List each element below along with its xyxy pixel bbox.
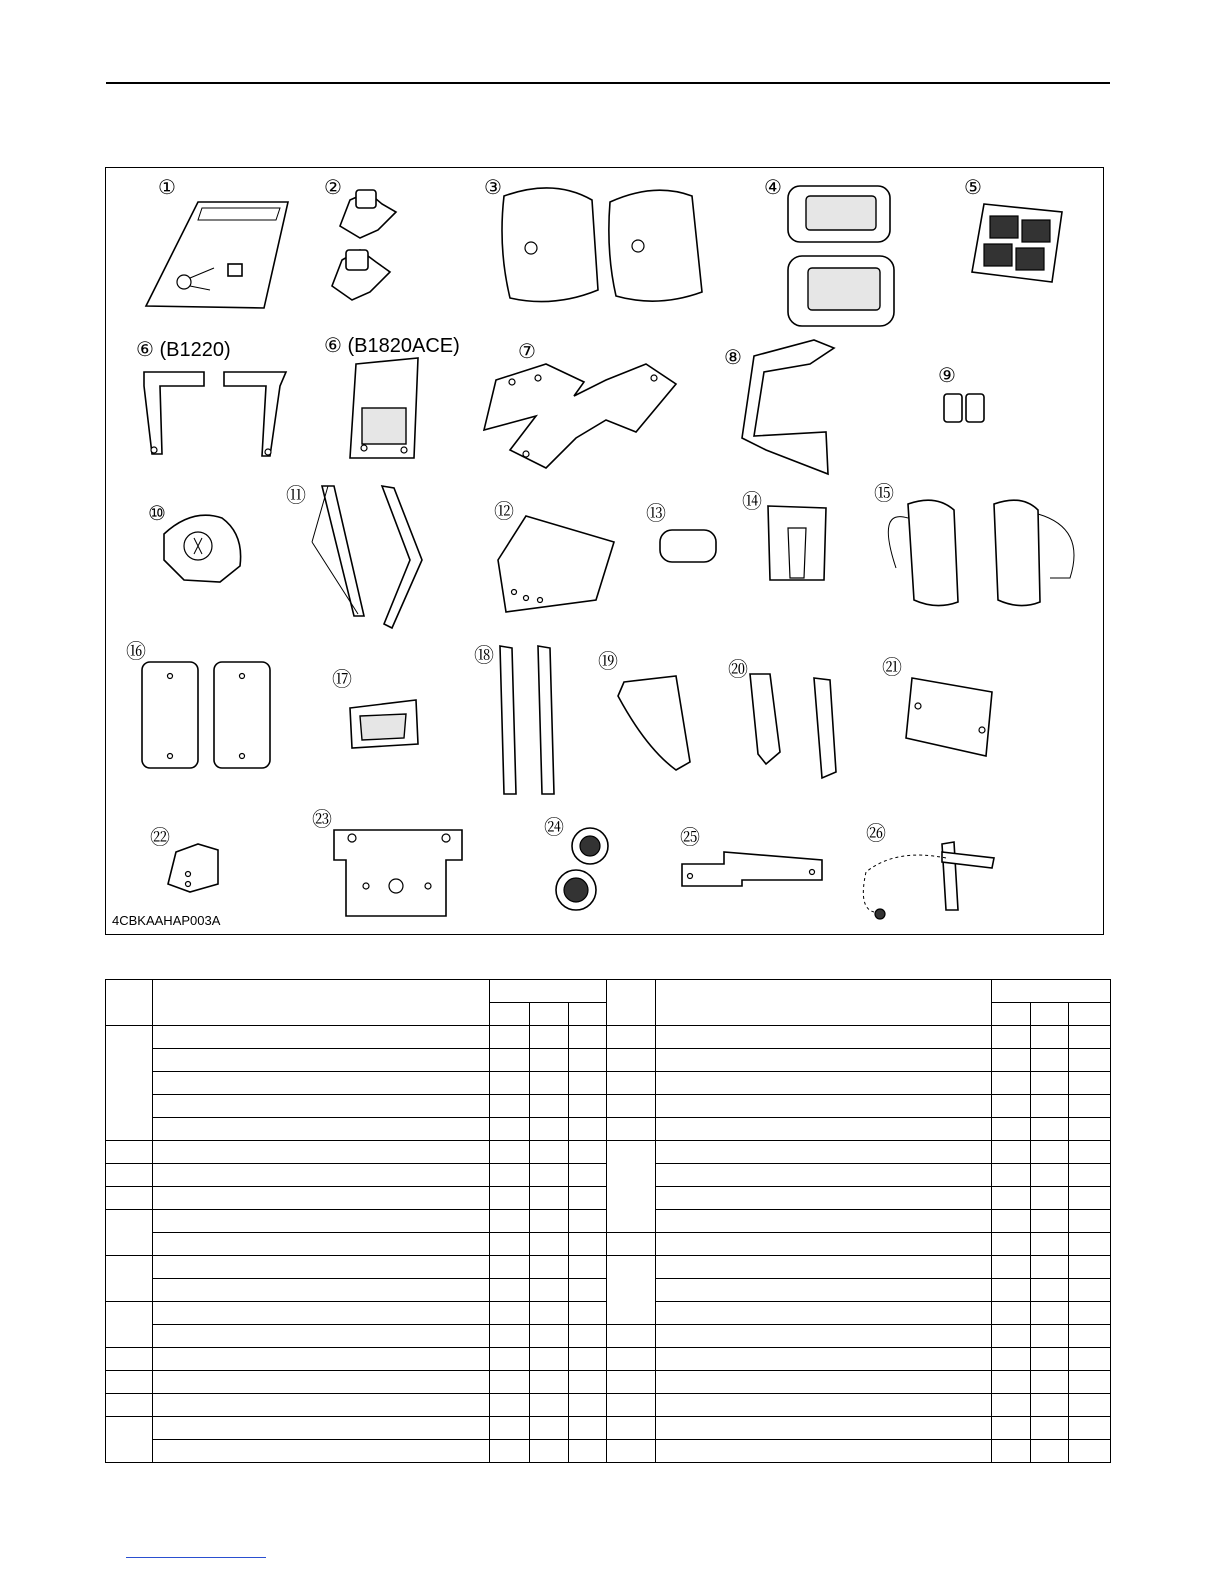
table-cell <box>153 1118 490 1141</box>
table-cell <box>569 1279 607 1302</box>
table-cell <box>607 980 656 1026</box>
table-cell <box>569 1164 607 1187</box>
part-23-mount-plate <box>334 830 462 916</box>
table-cell <box>569 1325 607 1348</box>
part-10-center-cap <box>164 515 241 582</box>
table-cell <box>153 1279 490 1302</box>
part-11-frames <box>312 486 422 628</box>
table-cell <box>656 1233 992 1256</box>
table-cell <box>1069 1279 1111 1302</box>
table-row <box>106 1026 1111 1049</box>
table-cell <box>992 1256 1031 1279</box>
table-cell <box>569 1026 607 1049</box>
table-row <box>106 980 1111 1003</box>
table-cell <box>153 1302 490 1325</box>
table-row <box>106 1072 1111 1095</box>
table-cell <box>530 1233 569 1256</box>
table-cell <box>569 1348 607 1371</box>
part-26-pin-with-chain <box>863 842 994 919</box>
table-cell <box>490 1026 530 1049</box>
table-cell <box>490 1072 530 1095</box>
table-cell <box>490 1118 530 1141</box>
table-cell <box>490 1302 530 1325</box>
table-cell <box>1069 1026 1111 1049</box>
table-cell <box>490 1440 530 1463</box>
table-cell <box>992 1440 1031 1463</box>
table-row <box>106 1049 1111 1072</box>
table-cell <box>569 1371 607 1394</box>
table-cell <box>153 1187 490 1210</box>
part-9-pads <box>944 394 984 422</box>
table-cell <box>1069 1164 1111 1187</box>
table-cell <box>490 1279 530 1302</box>
table-cell <box>153 980 490 1026</box>
table-cell <box>106 1348 153 1371</box>
label-1: ① <box>158 175 176 199</box>
table-cell <box>1031 1072 1069 1095</box>
label-15: ⑮ <box>874 481 894 505</box>
table-cell <box>530 1164 569 1187</box>
table-cell <box>992 1049 1031 1072</box>
table-row <box>106 1118 1111 1141</box>
table-cell <box>569 1394 607 1417</box>
label-21: ㉑ <box>882 655 902 679</box>
table-cell <box>530 1095 569 1118</box>
table-cell <box>992 1348 1031 1371</box>
table-cell <box>1031 1325 1069 1348</box>
table-cell <box>656 1095 992 1118</box>
table-cell <box>1069 1417 1111 1440</box>
table-cell <box>106 1026 153 1141</box>
table-row <box>106 1141 1111 1164</box>
table-cell <box>569 1141 607 1164</box>
table-row <box>106 1440 1111 1463</box>
table-cell <box>153 1233 490 1256</box>
table-cell <box>656 1164 992 1187</box>
table-cell <box>1069 1210 1111 1233</box>
table-row <box>106 1417 1111 1440</box>
table-cell <box>569 1233 607 1256</box>
part-20-angle-brackets <box>750 674 836 778</box>
part-19-curved-bracket <box>618 676 690 770</box>
table-cell <box>1069 1302 1111 1325</box>
label-2: ② <box>324 175 342 199</box>
table-cell <box>607 1348 656 1371</box>
table-cell <box>153 1371 490 1394</box>
table-cell <box>530 1187 569 1210</box>
label-26: ㉖ <box>866 821 886 845</box>
table-cell <box>1031 1003 1069 1026</box>
table-cell <box>656 1440 992 1463</box>
table-cell <box>656 1279 992 1302</box>
table-row <box>106 1325 1111 1348</box>
table-cell <box>530 1279 569 1302</box>
table-cell <box>569 1003 607 1026</box>
label-20: ⑳ <box>728 657 748 681</box>
part-2-knobs <box>332 190 396 300</box>
table-cell <box>607 1371 656 1394</box>
table-cell <box>490 1371 530 1394</box>
table-cell <box>530 1348 569 1371</box>
table-cell <box>530 1141 569 1164</box>
table-cell <box>607 1233 656 1256</box>
table-cell <box>992 980 1111 1003</box>
figure-code: 4CBKAAHAP003A <box>112 913 221 928</box>
table-row <box>106 1371 1111 1394</box>
table-cell <box>1069 1371 1111 1394</box>
table-cell <box>656 1141 992 1164</box>
label-18: ⑱ <box>474 643 494 667</box>
table-cell <box>1031 1256 1069 1279</box>
table-cell <box>106 1164 153 1187</box>
table-cell <box>1031 1210 1069 1233</box>
label-19: ⑲ <box>598 649 618 673</box>
table-cell <box>569 1072 607 1095</box>
label-6-b1820ace: ⑥ (B1820ACE) <box>324 335 460 357</box>
table-row <box>106 1348 1111 1371</box>
table-cell <box>992 1003 1031 1026</box>
table-cell <box>153 1440 490 1463</box>
table-cell <box>490 1348 530 1371</box>
part-18-rails <box>500 646 554 794</box>
part-3-covers <box>502 188 702 302</box>
table-cell <box>153 1394 490 1417</box>
table-cell <box>153 1072 490 1095</box>
table-cell <box>153 1210 490 1233</box>
label-3: ③ <box>484 175 502 199</box>
label-22: ㉒ <box>150 825 170 849</box>
table-cell <box>1031 1417 1069 1440</box>
part-8-bent-cover <box>742 340 834 474</box>
table-cell <box>106 1187 153 1210</box>
table-cell <box>992 1187 1031 1210</box>
label-9: ⑨ <box>938 363 956 387</box>
table-cell <box>1069 1118 1111 1141</box>
table-cell <box>1031 1440 1069 1463</box>
table-cell <box>106 1256 153 1302</box>
table-cell <box>1031 1371 1069 1394</box>
table-cell <box>530 1417 569 1440</box>
table-cell <box>530 1302 569 1325</box>
parts-table <box>105 979 1111 1463</box>
label-11: ⑪ <box>286 483 306 507</box>
table-cell <box>656 1371 992 1394</box>
table-cell <box>656 1187 992 1210</box>
table-cell <box>1069 1348 1111 1371</box>
table-cell <box>607 1141 656 1233</box>
part-7-mount-bracket <box>484 364 676 468</box>
table-cell <box>1069 1003 1111 1026</box>
table-cell <box>656 1072 992 1095</box>
table-cell <box>569 1118 607 1141</box>
table-cell <box>153 1348 490 1371</box>
table-cell <box>1069 1095 1111 1118</box>
label-23: ㉓ <box>312 807 332 831</box>
table-cell <box>1031 1302 1069 1325</box>
table-cell <box>1031 1348 1069 1371</box>
table-cell <box>607 1417 656 1440</box>
table-cell <box>992 1095 1031 1118</box>
table-cell <box>1031 1049 1069 1072</box>
table-cell <box>656 1026 992 1049</box>
table-cell <box>1069 1440 1111 1463</box>
table-cell <box>1069 1325 1111 1348</box>
table-cell <box>569 1440 607 1463</box>
table-cell <box>607 1118 656 1141</box>
table-cell <box>106 1417 153 1463</box>
table-cell <box>1069 1394 1111 1417</box>
table-cell <box>530 1440 569 1463</box>
table-cell <box>656 1118 992 1141</box>
part-12-plate <box>498 516 614 612</box>
table-cell <box>1069 1049 1111 1072</box>
table-cell <box>106 1141 153 1164</box>
table-cell <box>569 1049 607 1072</box>
table-cell <box>530 1118 569 1141</box>
label-17: ⑰ <box>332 667 352 691</box>
part-16-plates <box>142 662 270 768</box>
footer-link-underline <box>126 1557 266 1558</box>
table-cell <box>490 1003 530 1026</box>
part-13-decal <box>660 530 716 562</box>
table-cell <box>1031 1164 1069 1187</box>
table-cell <box>106 1302 153 1348</box>
table-cell <box>530 1003 569 1026</box>
table-cell <box>607 1072 656 1095</box>
table-row <box>106 1095 1111 1118</box>
table-cell <box>607 1026 656 1049</box>
table-cell <box>992 1417 1031 1440</box>
table-cell <box>530 1026 569 1049</box>
table-cell <box>992 1325 1031 1348</box>
table-cell <box>992 1118 1031 1141</box>
table-cell <box>569 1187 607 1210</box>
table-cell <box>490 980 607 1003</box>
table-cell <box>490 1417 530 1440</box>
header-rule <box>106 82 1110 84</box>
table-cell <box>490 1325 530 1348</box>
part-21-flat-plate <box>906 678 992 756</box>
label-4: ④ <box>764 175 782 199</box>
table-cell <box>1031 1187 1069 1210</box>
label-12: ⑫ <box>494 499 514 523</box>
table-cell <box>656 1049 992 1072</box>
label-10: ⑩ <box>148 501 166 525</box>
table-cell <box>490 1210 530 1233</box>
table-cell <box>1031 1118 1069 1141</box>
table-cell <box>1031 1095 1069 1118</box>
table-cell <box>1031 1233 1069 1256</box>
table-cell <box>656 1210 992 1233</box>
table-cell <box>992 1302 1031 1325</box>
table-cell <box>607 1049 656 1072</box>
part-14-slotted-plate <box>768 506 826 580</box>
label-6-b1220: ⑥ (B1220) <box>136 339 231 361</box>
table-cell <box>1069 1233 1111 1256</box>
table-cell <box>153 1164 490 1187</box>
table-cell <box>490 1394 530 1417</box>
table-cell <box>490 1095 530 1118</box>
table-cell <box>490 1256 530 1279</box>
table-cell <box>530 1394 569 1417</box>
table-cell <box>153 1141 490 1164</box>
table-cell <box>656 1394 992 1417</box>
table-cell <box>992 1394 1031 1417</box>
table-cell <box>607 1325 656 1348</box>
table-cell <box>530 1325 569 1348</box>
table-cell <box>530 1371 569 1394</box>
table-cell <box>153 1256 490 1279</box>
table-cell <box>656 1302 992 1325</box>
table-cell <box>106 1371 153 1394</box>
table-cell <box>607 1394 656 1417</box>
part-5-reflectors <box>972 204 1062 282</box>
table-cell <box>153 1026 490 1049</box>
table-cell <box>1031 1394 1069 1417</box>
part-24-caps <box>556 828 608 910</box>
table-cell <box>992 1141 1031 1164</box>
table-cell <box>656 1325 992 1348</box>
table-cell <box>530 1072 569 1095</box>
table-cell <box>530 1210 569 1233</box>
table-cell <box>153 1095 490 1118</box>
table-cell <box>490 1233 530 1256</box>
table-cell <box>153 1049 490 1072</box>
table-row <box>106 1394 1111 1417</box>
label-24: ㉔ <box>544 815 564 839</box>
table-cell <box>530 1049 569 1072</box>
table-cell <box>153 1417 490 1440</box>
table-cell <box>569 1417 607 1440</box>
table-cell <box>490 1164 530 1187</box>
label-7: ⑦ <box>518 339 536 363</box>
table-cell <box>1069 1256 1111 1279</box>
parts-illustration <box>105 167 1104 935</box>
part-15-lamps <box>888 500 1074 605</box>
part-6-brackets-b1220 <box>144 372 286 456</box>
table-cell <box>656 980 992 1026</box>
table-cell <box>992 1210 1031 1233</box>
table-cell <box>992 1072 1031 1095</box>
table-cell <box>106 980 153 1026</box>
part-25-bar-bracket <box>682 852 822 886</box>
label-13: ⑬ <box>646 501 666 525</box>
part-17-wrapped-bag <box>350 700 418 748</box>
table-cell <box>992 1164 1031 1187</box>
table-cell <box>1069 1072 1111 1095</box>
table-cell <box>1031 1279 1069 1302</box>
table-cell <box>106 1210 153 1256</box>
table-cell <box>656 1348 992 1371</box>
table-cell <box>607 1095 656 1118</box>
table-cell <box>490 1187 530 1210</box>
table-cell <box>607 1440 656 1463</box>
label-16: ⑯ <box>126 639 146 663</box>
table-row <box>106 1256 1111 1279</box>
table-cell <box>569 1302 607 1325</box>
part-1-bag-with-keys <box>146 202 288 308</box>
table-cell <box>1031 1141 1069 1164</box>
label-25: ㉕ <box>680 825 700 849</box>
table-cell <box>106 1394 153 1417</box>
table-cell <box>569 1256 607 1279</box>
table-cell <box>992 1233 1031 1256</box>
table-cell <box>992 1371 1031 1394</box>
label-8: ⑧ <box>724 345 742 369</box>
table-row <box>106 1233 1111 1256</box>
table-cell <box>1031 1026 1069 1049</box>
table-cell <box>656 1256 992 1279</box>
label-5: ⑤ <box>964 175 982 199</box>
table-cell <box>490 1141 530 1164</box>
table-cell <box>992 1026 1031 1049</box>
table-cell <box>569 1210 607 1233</box>
table-cell <box>1069 1141 1111 1164</box>
table-cell <box>153 1325 490 1348</box>
table-cell <box>607 1256 656 1325</box>
table-cell <box>992 1279 1031 1302</box>
table-cell <box>530 1256 569 1279</box>
part-22-small-angle <box>168 844 218 892</box>
part-6-plate-b1820ace <box>350 358 418 458</box>
part-4-lamp-housings <box>788 186 894 326</box>
table-cell <box>569 1095 607 1118</box>
table-cell <box>1069 1187 1111 1210</box>
table-cell <box>490 1049 530 1072</box>
table-cell <box>656 1417 992 1440</box>
label-14: ⑭ <box>742 489 762 513</box>
